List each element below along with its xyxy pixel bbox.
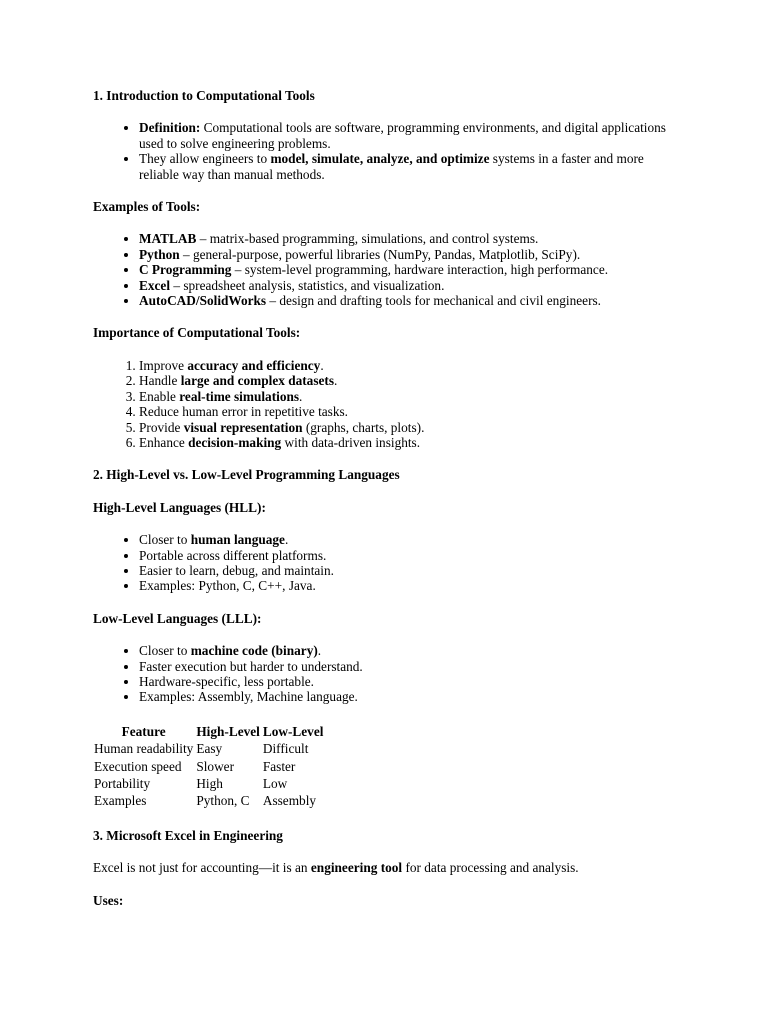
table-row	[93, 741, 325, 758]
list-item	[139, 278, 673, 293]
list-item	[139, 548, 673, 563]
table-header-cell: Feature	[121, 723, 166, 739]
list-item-text: with data-driven insights.	[281, 434, 421, 450]
list-item-text: Examples: Assembly, Machine language.	[139, 689, 358, 705]
table-cell: Execution speed	[94, 758, 182, 774]
list-item-text: Closer to	[139, 643, 191, 659]
section-2-heading: 2. High-Level vs. Low-Level Programming Languages	[93, 467, 400, 483]
list-item-text: Enhance	[139, 434, 189, 450]
table-cell: Human readability	[94, 741, 194, 757]
intro-bullet-list	[93, 120, 673, 182]
lll-heading: Low-Level Languages (LLL):	[93, 610, 262, 626]
table-header-cell: Low-Level	[262, 723, 324, 739]
list-item-text: (graphs, charts, plots).	[302, 419, 425, 435]
examples-heading: Examples of Tools:	[93, 199, 201, 215]
list-item-text: .	[317, 643, 322, 659]
list-item	[139, 293, 673, 308]
list-item	[139, 151, 673, 182]
list-item	[139, 247, 673, 262]
list-item-bold: machine code (binary)	[190, 643, 318, 659]
table-cell: Low	[262, 776, 288, 791]
comparison-table	[93, 724, 325, 811]
excel-paragraph	[93, 860, 673, 875]
table-cell: High	[196, 776, 223, 791]
list-item	[139, 120, 673, 151]
list-item-text: systems in a faster and more reliable way than manual methods.	[139, 151, 644, 182]
list-item-text: Closer to	[139, 532, 191, 548]
table-cell: Assembly	[262, 793, 317, 809]
list-item	[139, 532, 673, 547]
list-item-bold: real-time simulations	[179, 388, 300, 404]
paragraph-bold: engineering tool	[310, 860, 403, 876]
list-item-text: .	[299, 388, 303, 404]
tool-name: AutoCAD/SolidWorks	[139, 293, 267, 309]
table-header-row	[93, 724, 325, 741]
list-item-text: Faster execution but harder to understand.	[139, 658, 363, 674]
tool-name: Excel	[139, 277, 171, 293]
list-item-bold: human language	[190, 532, 285, 548]
list-item	[139, 659, 673, 674]
importance-heading: Importance of Computational Tools:	[93, 325, 301, 341]
list-item	[139, 674, 673, 689]
list-item	[139, 231, 673, 246]
list-item-text: Hardware-specific, less portable.	[139, 673, 314, 689]
definition-text: Computational tools are software, programming environments, and digital applications used to solve engineering problems.	[139, 120, 666, 151]
table-row	[93, 776, 325, 793]
uses-heading: Uses:	[93, 892, 124, 908]
list-item	[139, 373, 673, 388]
list-item-text: .	[320, 357, 324, 373]
list-item	[139, 578, 673, 593]
list-item	[139, 262, 673, 277]
tool-description: – matrix-based programming, simulations, and control systems.	[196, 231, 539, 247]
paragraph-text: Excel is not just for accounting—it is an	[93, 860, 311, 876]
list-item-bold: model, simulate, analyze, and optimize	[270, 151, 490, 167]
list-item	[139, 420, 673, 435]
list-item-bold: large and complex datasets	[180, 373, 335, 389]
tool-description: – system-level programming, hardware interaction, high performance.	[231, 262, 609, 278]
list-item-text: Portable across different platforms.	[139, 547, 327, 563]
table-header-cell: High-Level	[196, 723, 260, 739]
list-item-bold: visual representation	[183, 419, 303, 435]
list-item	[139, 689, 673, 704]
list-item	[139, 389, 673, 404]
table-cell: Easy	[196, 741, 223, 757]
tool-name: MATLAB	[139, 231, 197, 247]
list-item-text: Improve	[139, 357, 188, 373]
list-item-bold: decision-making	[188, 434, 282, 450]
list-item-text: Handle	[139, 373, 181, 389]
table-row	[93, 793, 325, 810]
examples-list	[93, 231, 673, 308]
lll-list	[93, 643, 673, 705]
list-item-text: Easier to learn, debug, and maintain.	[139, 562, 334, 578]
table-cell: Examples	[94, 793, 147, 809]
definition-term: Definition:	[139, 120, 201, 136]
list-item-text: Provide	[139, 419, 184, 435]
hll-heading: High-Level Languages (HLL):	[93, 499, 266, 515]
tool-name: Python	[139, 246, 180, 262]
list-item	[139, 643, 673, 658]
section-3-heading: 3. Microsoft Excel in Engineering	[93, 827, 283, 843]
table-cell: Faster	[262, 758, 296, 774]
list-item-text: Enable	[139, 388, 180, 404]
table-cell: Portability	[94, 776, 151, 791]
paragraph-text: for data processing and analysis.	[402, 860, 579, 876]
table-cell: Difficult	[262, 741, 309, 757]
list-item-text: .	[284, 532, 289, 548]
list-item-text: Reduce human error in repetitive tasks.	[139, 404, 348, 420]
document-content	[93, 88, 673, 908]
section-1-heading: 1. Introduction to Computational Tools	[93, 88, 315, 103]
tool-description: – general-purpose, powerful libraries (NumPy, Pandas, Matplotlib, SciPy).	[179, 246, 581, 262]
list-item-text: .	[334, 373, 338, 389]
list-item-text: They allow engineers to	[139, 151, 271, 167]
tool-name: C Programming	[139, 262, 232, 278]
list-item-bold: accuracy and efficiency	[187, 357, 321, 373]
list-item	[139, 358, 673, 373]
list-item	[139, 435, 673, 450]
list-item-text: Examples: Python, C, C++, Java.	[139, 578, 316, 594]
table-cell: Slower	[196, 758, 234, 774]
list-item	[139, 404, 673, 419]
table-cell: Python, C	[196, 793, 250, 809]
table-row	[93, 759, 325, 776]
tool-description: – spreadsheet analysis, statistics, and visualization.	[170, 277, 445, 293]
hll-list	[93, 532, 673, 594]
list-item	[139, 563, 673, 578]
tool-description: – design and drafting tools for mechanical and civil engineers.	[266, 293, 601, 309]
importance-list	[93, 358, 673, 450]
